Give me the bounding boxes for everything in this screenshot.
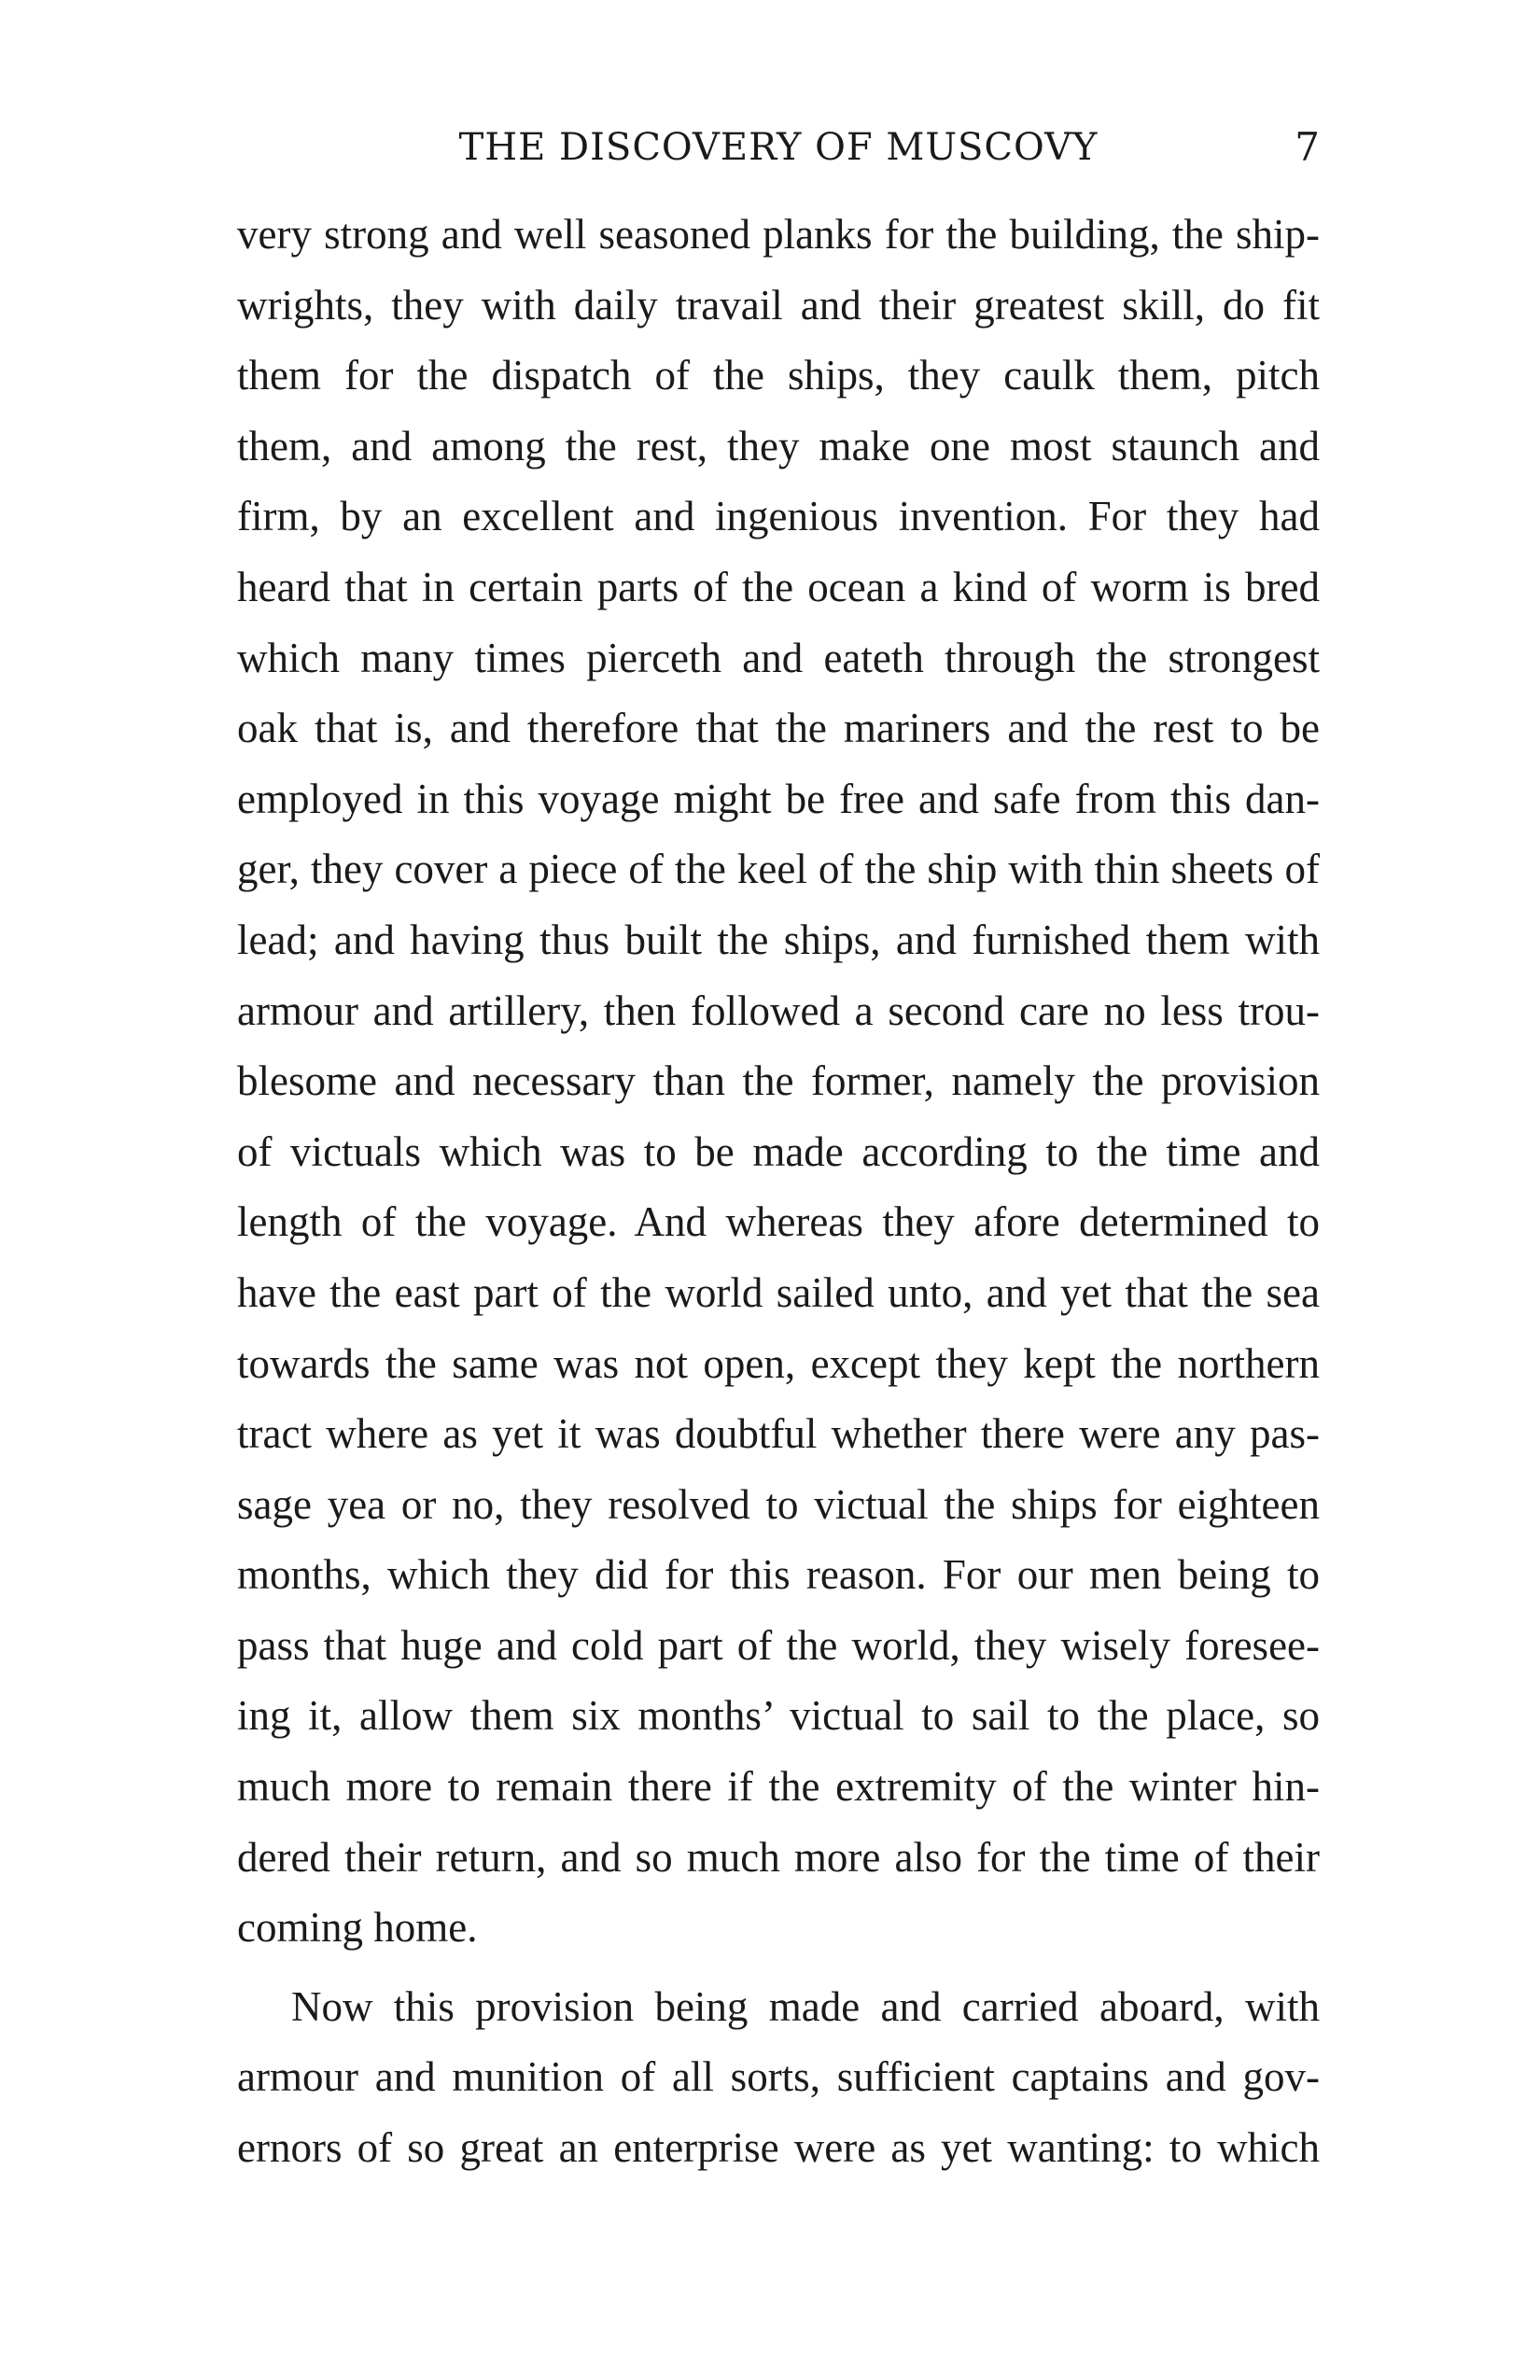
text-line: much more to remain there if the extremity of the winter hin- [237,1763,1320,1811]
text-line: Now this provision being made and carried aboard, with [291,1982,1320,2030]
text-line: ing it, allow them six months’ victual to sail to the place, so [237,1692,1320,1740]
text-line: armour and munition of all sorts, sufficient captains and gov- [237,2053,1320,2101]
text-line: ger, they cover a piece of the keel of the ship with thin sheets of [237,846,1320,893]
text-line: which many times pierceth and eateth through the strongest [237,634,1320,681]
text-line: ernors of so great an enterprise were as yet wanting: to which [237,2124,1320,2172]
running-title: THE DISCOVERY OF MUSCOVY [458,126,1099,169]
text-line: employed in this voyage might be free and safe from this dan- [237,775,1320,822]
text-line: dered their return, and so much more also for the time of their [237,1833,1320,1881]
page-number: 7 [1295,124,1320,170]
text-line: towards the same was not open, except they kept the northern [237,1339,1320,1387]
text-line: firm, by an excellent and ingenious invention. For they had [237,493,1320,540]
text-line: them, and among the rest, they make one most staunch and [237,422,1320,469]
text-line: blesome and necessary than the former, namely the provision [237,1057,1320,1105]
paragraph-2 [237,1972,1320,2184]
text-line: wrights, they with daily travail and their greatest skill, do fit [237,281,1320,329]
text-line: tract where as yet it was doubtful whether there were any pas- [237,1410,1320,1458]
text-line: length of the voyage. And whereas they afore determined to [237,1198,1320,1246]
text-line: lead; and having thus built the ships, and furnished them with [237,916,1320,963]
text-line: armour and artillery, then followed a second care no less trou- [237,987,1320,1034]
text-line: months, which they did for this reason. For our men being to [237,1551,1320,1599]
text-line: heard that in certain parts of the ocean a kind of worm is bred [237,563,1320,610]
running-head [237,119,1320,175]
text-line: pass that huge and cold part of the world, they wisely foresee- [237,1621,1320,1669]
paragraph-1 [237,200,1320,1964]
text-line: coming home. [237,1904,478,1952]
text-line: have the east part of the world sailed unto, and yet that the sea [237,1268,1320,1316]
text-line: them for the dispatch of the ships, they caulk them, pitch [237,352,1320,399]
text-line: very strong and well seasoned planks for the building, the ship- [237,211,1320,258]
text-line: oak that is, and therefore that the mariners and the rest to be [237,705,1320,752]
text-line: of victuals which was to be made according to the time and [237,1127,1320,1175]
body-text [237,200,1320,2184]
text-line: sage yea or no, they resolved to victual the ships for eighteen [237,1480,1320,1528]
